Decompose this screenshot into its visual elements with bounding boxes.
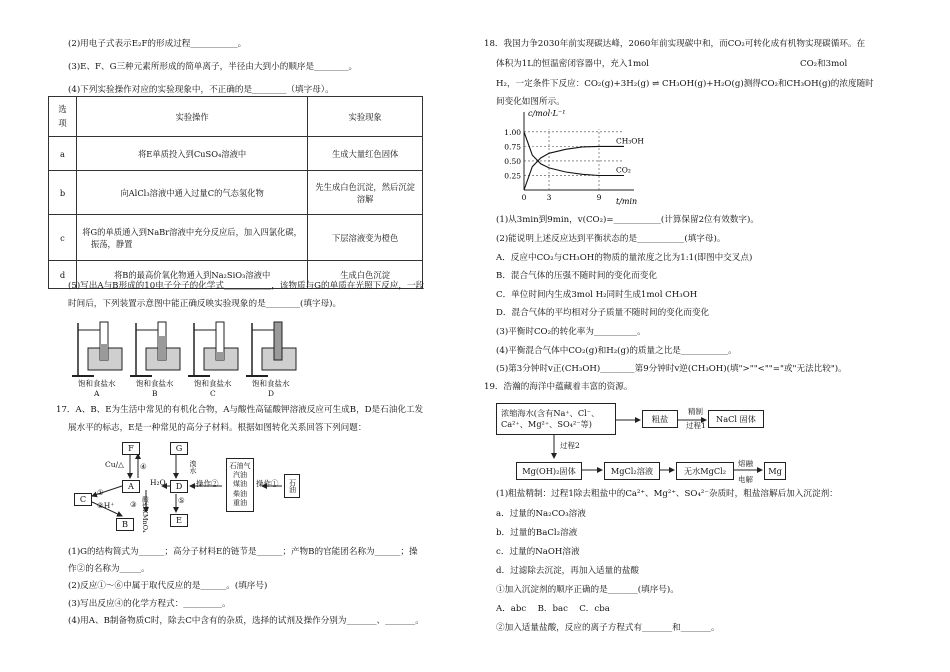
q17-part4: (4)用A、B制备物质C时，除去C中含有的杂质，选择的试剂及操作分别为_______、_______。 <box>68 616 424 626</box>
q18-part4: (4)平衡混合气体中CO₂(g)和H₂(g)的质量之比是___________。 <box>496 346 737 356</box>
node-b: B <box>116 518 134 531</box>
q18-line3: H₂，一定条件下反应：CO₂(g)+3H₂(g) ⇌ CH₃OH(g)+H₂O(g)测得CO₂和CH₃OH(g)的浓度随时 <box>496 79 874 89</box>
row-result: 生成大量红色固体 <box>308 137 423 171</box>
crude-salt-box: 粗盐 <box>642 410 678 428</box>
q18-part5: (5)第3分钟时v正(CH₃OH)________第9分钟时v逆(CH₃OH)(填">""<""="或"无法比较")。 <box>496 364 847 374</box>
row-operation: 向AlCl₃溶液中通入过量C的气态氢化物 <box>76 171 307 215</box>
q17-line1: 17．A、B、E为生活中常见的有机化合物，A与酸性高锰酸钾溶液反应可生成B，D是石油化工发 <box>56 405 424 415</box>
row-operation: 将E单质投入到CuSO₄溶液中 <box>76 137 307 171</box>
apparatus-a-letter: A <box>94 389 100 398</box>
label-h2o: H₂O <box>150 478 166 487</box>
label-bromine: 溴水 <box>189 460 197 474</box>
node-oil: 石油 <box>284 474 300 498</box>
fraction: 煤油 <box>233 480 247 489</box>
row-option: d <box>49 261 77 289</box>
q16-part5-line2: 时间后，下列装置示意图中能正确反映实验现象的是________(填字母)。 <box>68 299 342 309</box>
y-tick-label: 0.50 <box>504 156 521 166</box>
table-row <box>49 137 423 171</box>
apparatus-c-caption: 饱和食盐水 <box>194 379 232 388</box>
y-tick-label: 1.00 <box>504 127 521 137</box>
label-refine: 精制 <box>688 407 703 416</box>
label-cu: Cu/△ <box>105 460 124 469</box>
q19-sub2: ②加入适量盐酸，反应的离子方程式有_______和_______。 <box>496 623 720 633</box>
q17-part2: (2)反应①～⑥中属于取代反应的是______。(填序号) <box>68 581 268 591</box>
x-tick-label: 0 <box>521 193 527 202</box>
label-1: ① <box>97 488 104 497</box>
reagent-c: c．过量的NaOH溶液 <box>496 547 580 557</box>
q19-choices: A．abc B．bac C．cba <box>496 604 610 614</box>
row-option: b <box>49 171 77 215</box>
row-result-line: 溶解 <box>356 193 374 204</box>
series-label: CH₃OH <box>616 136 644 146</box>
apparatus-d-letter: D <box>268 389 275 398</box>
label-4: ④ <box>140 462 147 471</box>
mgoh2-box: Mg(OH)₂固体 <box>516 462 582 480</box>
experiment-table <box>48 96 423 289</box>
table-header-result: 实验现象 <box>308 97 423 137</box>
q18-part2: (2)能说明上述反应达到平衡状态的是___________(填字母)。 <box>496 234 726 244</box>
series-line-co2 <box>524 132 624 176</box>
q18-line1: 18．我国力争2030年前实现碳达峰，2060年前实现碳中和，而CO₂可转化成有机物实现碳循环。在 <box>484 39 866 49</box>
q18-line2: 体积为1L的恒温密闭容器中，充入1mol <box>496 59 650 69</box>
q16-part3: (3)E、F、G三种元素所形成的简单离子，半径由大到小的顺序是________。 <box>68 62 358 72</box>
row-result <box>308 171 423 215</box>
apparatus-c <box>188 322 238 376</box>
q17-part1-line1: (1)G的结构简式为______；高分子材料E的链节是______；产物B的官能团名称为______；操 <box>68 547 418 557</box>
series-label: CO₂ <box>616 165 631 175</box>
mgcl2-box: MgCl₂溶液 <box>604 462 660 480</box>
apparatus-a-caption: 饱和食盐水 <box>78 379 116 388</box>
x-tick-label: 9 <box>596 193 602 202</box>
label-op2: 操作② <box>196 479 219 488</box>
label-2h: ②H⁺ <box>97 501 115 510</box>
concentration-chart <box>494 109 644 212</box>
label-melt: 熔融 <box>738 459 753 468</box>
seawater-line: 浓缩海水(含有Na⁺、Cl⁻、 <box>501 408 600 419</box>
nacl-box: NaCl 固体 <box>708 410 764 428</box>
apparatus-c-letter: C <box>210 389 216 398</box>
q18-option-c: C．单位时间内生成3mol H₂同时生成1mol CH₃OH <box>496 290 698 300</box>
apparatus-b-letter: B <box>152 389 158 398</box>
fraction: 石油气 <box>229 462 251 471</box>
row-result: 下层溶液变为橙色 <box>308 215 423 261</box>
node-f: F <box>122 442 140 455</box>
node-g: G <box>170 442 188 455</box>
q16-part4: (4)下列实验操作对应的实验现象中，不正确的是________（填字母）。 <box>68 85 334 95</box>
fraction: 重油 <box>233 498 247 507</box>
q19-sub1: ①加入沉淀剂的顺序正确的是_______(填序号)。 <box>496 585 679 595</box>
row-option: a <box>49 137 77 171</box>
label-5: ⑤ <box>178 496 185 505</box>
apparatus-d-caption: 饱和食盐水 <box>252 379 290 388</box>
q17-part1-line2: 作②的名称为_____。 <box>68 564 150 574</box>
x-tick-label: 3 <box>546 193 552 202</box>
row-result: 生成白色沉淀 <box>308 261 423 289</box>
y-tick-label: 0.75 <box>504 142 521 152</box>
q18-option-d: D．混合气体的平均相对分子质量不随时间的变化而变化 <box>496 308 710 318</box>
y-axis-label: c/mol·L⁻¹ <box>528 109 566 118</box>
seawater-box <box>496 403 616 435</box>
q18-part3: (3)平衡时CO₂的转化率为__________。 <box>496 327 646 337</box>
header-text: 选项 <box>58 104 67 128</box>
label-process1: 过程1 <box>686 421 706 430</box>
row-operation-line: 将G的单质通入到NaBr溶液中充分反应后，加入四氯化碳， <box>82 226 302 237</box>
y-tick-label: 0.25 <box>504 171 521 181</box>
reagent-a: a．过量的Na₂CO₃溶液 <box>496 509 586 519</box>
seawater-line: Ca²⁺、Mg²⁺、SO₄²⁻等) <box>501 419 592 429</box>
q19-part1: (1)粗盐精制：过程1除去粗盐中的Ca²⁺、Mg²⁺、SO₄²⁻杂质时，粗盐溶解后加入沉淀剂： <box>496 489 838 499</box>
label-process2: 过程2 <box>560 441 580 450</box>
label-op1: 操作① <box>256 479 279 488</box>
q18-line2-right: CO₂和3mol <box>800 59 848 69</box>
q19-title: 19．浩瀚的海洋中蕴藏着丰富的资源。 <box>484 382 633 392</box>
mg-box: Mg <box>764 462 786 480</box>
row-option: c <box>49 215 77 261</box>
apparatus-a <box>72 322 122 376</box>
fraction: 柴油 <box>233 489 247 498</box>
series-line-ch3oh <box>524 146 624 190</box>
node-e: E <box>170 514 188 527</box>
label-3: ③ <box>130 500 137 509</box>
node-c: C <box>74 493 92 506</box>
q18-line4: 间变化如图所示。 <box>496 97 565 107</box>
q17-flow-arrows <box>62 440 362 540</box>
table-row <box>49 215 423 261</box>
q18-option-a: A．反应中CO₂与CH₃OH的物质的量浓度之比为1:1(即图中交叉点) <box>496 253 753 263</box>
q16-part2: (2)用电子式表示E₂F的形成过程___________。 <box>68 39 247 49</box>
q17-line2: 展水平的标志，E是一种常见的高分子材料。根据如图转化关系回答下列问题： <box>68 423 367 433</box>
node-d: D <box>170 480 188 493</box>
row-operation-line: 振荡，静置 <box>90 238 133 249</box>
row-operation <box>76 215 307 261</box>
node-a: A <box>122 480 140 493</box>
label-electrolysis: 电解 <box>738 475 753 484</box>
x-axis-label: t/min <box>616 197 638 206</box>
q17-part3: (3)写出反应④的化学方程式：_________。 <box>68 599 231 609</box>
fraction: 汽油 <box>233 471 247 480</box>
anhydrous-mgcl2-box: 无水MgCl₂ <box>676 462 734 480</box>
row-operation: 将B的最高价氧化物通入到Na₂SiO₃溶液中 <box>76 261 307 289</box>
apparatus-d <box>246 322 296 376</box>
q16-part5-line1: (5)写出A与B形成的10电子分子的化学式___________，该物质与G的单质在光照下反应，一段 <box>68 281 425 291</box>
oil-fractions-box <box>226 458 254 512</box>
table-row <box>49 171 423 215</box>
table-header-operation: 实验操作 <box>76 97 307 137</box>
apparatus-b <box>130 322 180 376</box>
reagent-d: d．过滤除去沉淀，再加入适量的盐酸 <box>496 566 640 576</box>
reagent-b: b．过量的BaCl₂溶液 <box>496 528 578 538</box>
row-result-line: 先生成白色沉淀，然后沉淀 <box>315 181 415 192</box>
q18-option-b: B．混合气体的压强不随时间的变化而变化 <box>496 271 658 281</box>
apparatus-b-caption: 饱和食盐水 <box>136 379 174 388</box>
label-kmno4: 酸性KMnO₄ <box>141 496 149 533</box>
table-header-option <box>49 97 77 137</box>
q18-part1: (1)从3min到9min，v(CO₂)=___________(计算保留2位有效数字)。 <box>496 215 759 225</box>
